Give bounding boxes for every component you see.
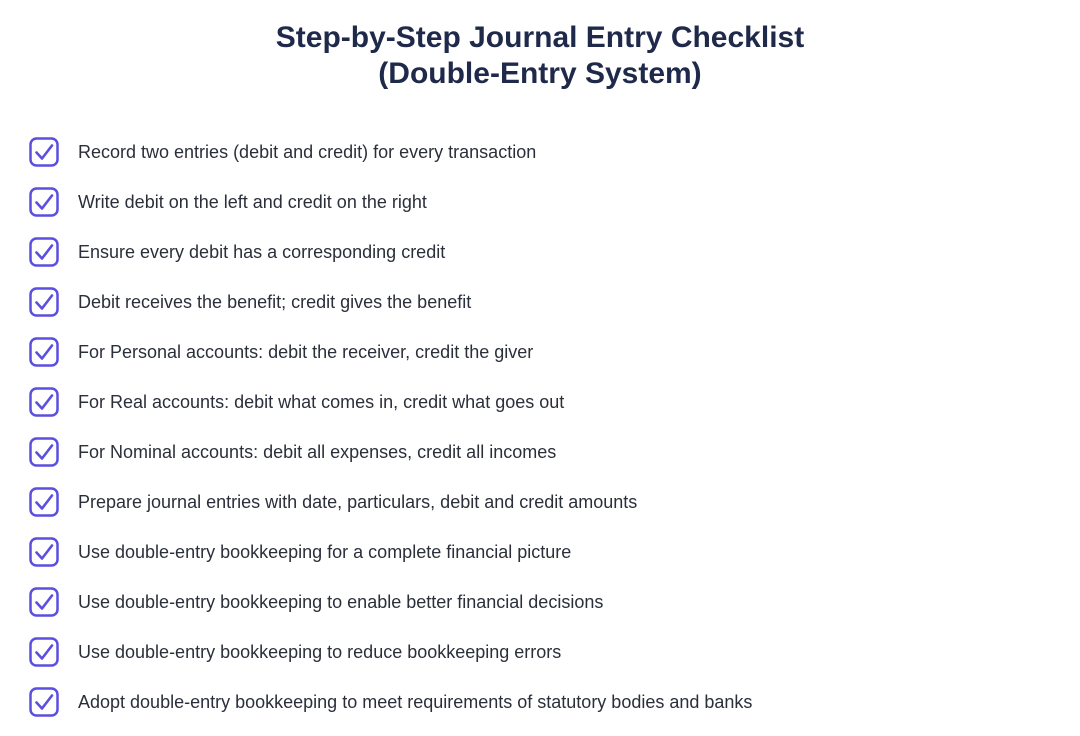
checked-checkbox-icon[interactable] (28, 436, 60, 468)
checked-checkbox-icon[interactable] (28, 136, 60, 168)
checklist-item (28, 127, 752, 177)
checklist-item (28, 527, 752, 577)
checklist-item-label: For Real accounts: debit what comes in, credit what goes out (78, 392, 565, 412)
checked-checkbox-icon[interactable] (28, 486, 60, 518)
title-line-2: (Double-Entry System) (378, 57, 702, 90)
checklist-item-label: Debit receives the benefit; credit gives the benefit (78, 292, 472, 312)
checklist-item-label: Write debit on the left and credit on the right (78, 192, 427, 212)
checklist-item (28, 177, 752, 227)
title-line-1: Step-by-Step Journal Entry Checklist (275, 21, 805, 54)
page-title (0, 20, 1080, 92)
checklist-item-label: Record two entries (debit and credit) for every transaction (78, 142, 537, 162)
checklist-item-label: Adopt double-entry bookkeeping to meet requirements of statutory bodies and banks (78, 692, 753, 712)
checklist-item-label: Prepare journal entries with date, particulars, debit and credit amounts (78, 492, 638, 512)
checked-checkbox-icon[interactable] (28, 386, 60, 418)
checklist-item (28, 277, 752, 327)
checklist-item (28, 677, 752, 727)
checklist-item-label: Use double-entry bookkeeping to reduce bookkeeping errors (78, 642, 562, 662)
checklist-item (28, 627, 752, 677)
checklist-item (28, 227, 752, 277)
checked-checkbox-icon[interactable] (28, 186, 60, 218)
checked-checkbox-icon[interactable] (28, 236, 60, 268)
checklist-item-label: Use double-entry bookkeeping for a complete financial picture (78, 542, 572, 562)
checklist-item (28, 577, 752, 627)
checked-checkbox-icon[interactable] (28, 536, 60, 568)
checklist-item (28, 377, 752, 427)
checked-checkbox-icon[interactable] (28, 586, 60, 618)
checked-checkbox-icon[interactable] (28, 286, 60, 318)
checklist-item-label: For Nominal accounts: debit all expenses, credit all incomes (78, 442, 557, 462)
checklist-item-label: Ensure every debit has a corresponding credit (78, 242, 446, 262)
checklist-item-label: For Personal accounts: debit the receiver, credit the giver (78, 342, 534, 362)
checklist-item (28, 427, 752, 477)
checked-checkbox-icon[interactable] (28, 636, 60, 668)
checklist-item (28, 327, 752, 377)
checklist (28, 127, 752, 727)
checklist-item (28, 477, 752, 527)
checklist-item-label: Use double-entry bookkeeping to enable better financial decisions (78, 592, 604, 612)
checked-checkbox-icon[interactable] (28, 336, 60, 368)
checked-checkbox-icon[interactable] (28, 686, 60, 718)
